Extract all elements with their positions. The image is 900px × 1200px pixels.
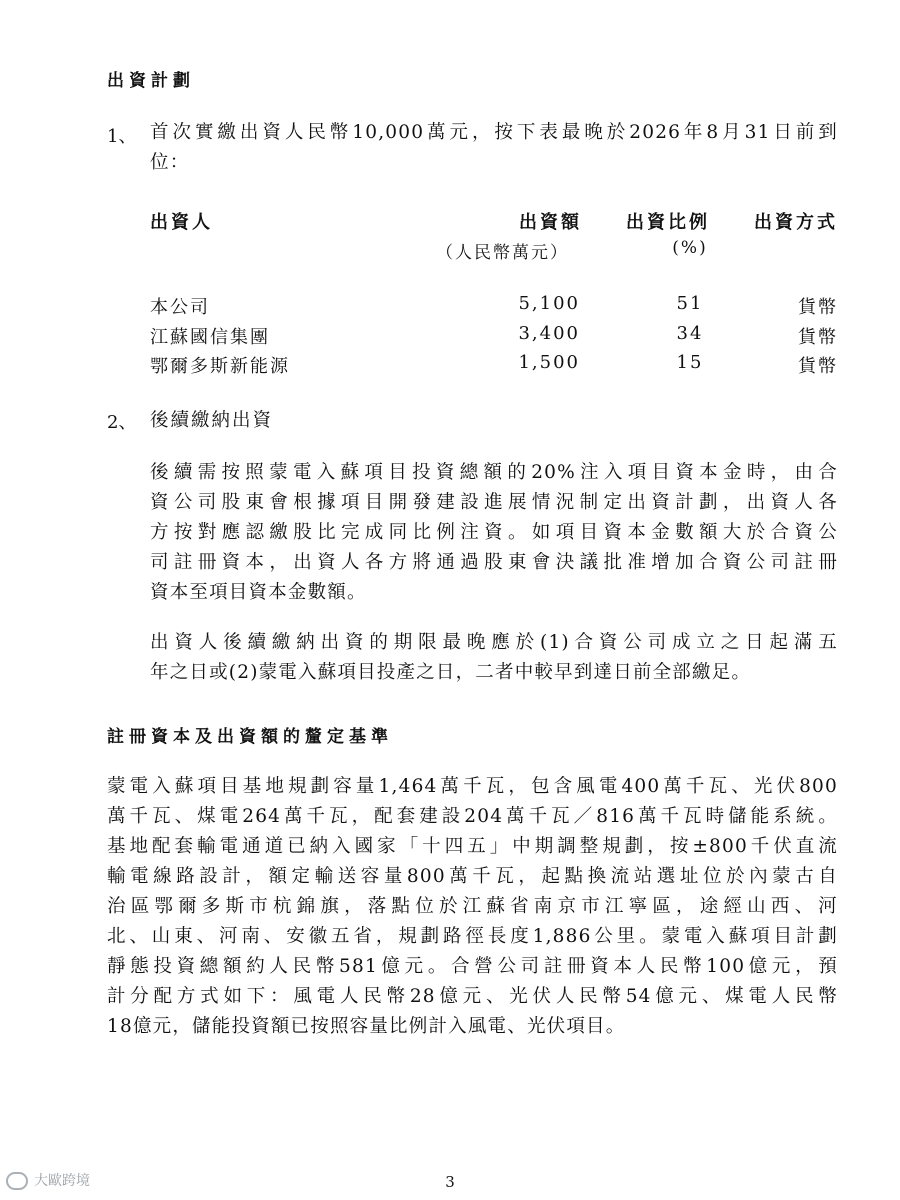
watermark <box>6 1170 90 1190</box>
table-cell-method: 貨幣 <box>798 297 838 318</box>
item-2-title: 後續繳納出資 <box>150 410 274 431</box>
paragraph-line: 資公司股東會根據項目開發建設進展情況制定出資計劃，出資人各 <box>150 492 838 513</box>
table-cell-ratio: 34 <box>676 323 704 344</box>
table-header-ratio-unit: (%) <box>672 238 708 258</box>
table-header-investor: 出資人 <box>150 212 213 233</box>
paragraph-line: 資本至項目資本金數額。 <box>150 582 367 603</box>
item-2-paragraph-1 <box>150 458 838 608</box>
table-cell-amount: 5,100 <box>518 293 580 314</box>
item-1-paragraph <box>150 118 838 178</box>
watermark-text: 大歐跨境 <box>34 1173 90 1189</box>
paragraph-line: 萬千瓦、煤電264萬千瓦，配套建設204萬千瓦／816萬千瓦時儲能系統。 <box>107 806 838 827</box>
table-cell-investor: 本公司 <box>150 297 210 318</box>
paragraph-line: 輸電線路設計，額定輸送容量800萬千瓦，起點換流站選址位於內蒙古自 <box>107 866 838 887</box>
table-cell-ratio: 15 <box>676 352 704 373</box>
table-cell-ratio: 51 <box>676 293 704 314</box>
paragraph-line: 治區鄂爾多斯市杭錦旗，落點位於江蘇省南京市江寧區，途經山西、河 <box>107 896 838 917</box>
table-cell-method: 貨幣 <box>798 327 838 348</box>
item-number-1: 1、 <box>107 126 137 147</box>
table-header-method: 出資方式 <box>754 212 838 233</box>
table-cell-investor: 鄂爾多斯新能源 <box>150 356 290 377</box>
section-heading-capital-plan: 出資計劃 <box>107 71 195 91</box>
paragraph-line: 18億元，儲能投資額已按照容量比例計入風電、光伏項目。 <box>107 1016 626 1037</box>
paragraph-line: 基地配套輸電通道已納入國家「十四五」中期調整規劃，按±800千伏直流 <box>107 836 838 857</box>
item-number-2: 2、 <box>107 412 137 433</box>
section-heading-registered-capital-basis: 註冊資本及出資額的釐定基準 <box>107 727 393 747</box>
table-cell-method: 貨幣 <box>798 356 838 377</box>
table-cell-amount: 3,400 <box>518 323 580 344</box>
item-2-paragraph-2 <box>150 628 838 688</box>
paragraph-line: 年之日或(2)蒙電入蘇項目投產之日，二者中較早到達日前全部繳足。 <box>150 662 752 683</box>
paragraph-line: 後續需按照蒙電入蘇項目投資總額的20%注入項目資本金時，由合 <box>150 462 838 483</box>
watermark-logo-icon <box>6 1172 28 1190</box>
table-cell-amount: 1,500 <box>518 352 580 373</box>
paragraph-line: 蒙電入蘇項目基地規劃容量1,464萬千瓦，包含風電400萬千瓦、光伏800 <box>107 776 838 797</box>
paragraph-line: 司註冊資本，出資人各方將通過股東會決議批准增加合資公司註冊 <box>150 552 838 573</box>
table-header-ratio: 出資比例 <box>626 212 710 233</box>
paragraph-line: 計分配方式如下：風電人民幣28億元、光伏人民幣54億元、煤電人民幣 <box>107 986 838 1007</box>
paragraph-line: 靜態投資總額約人民幣581億元。合營公司註冊資本人民幣100億元，預 <box>107 956 838 977</box>
table-header-amount: 出資額 <box>519 212 582 233</box>
paragraph-line: 北、山東、河南、安徽五省，規劃路徑長度1,886公里。蒙電入蘇項目計劃 <box>107 926 838 947</box>
item-1-line: 位： <box>150 152 190 173</box>
table-header-amount-unit: （人民幣萬元） <box>436 243 569 263</box>
paragraph-line: 出資人後續繳納出資的期限最晚應於(1)合資公司成立之日起滿五 <box>150 632 838 653</box>
paragraph-line: 方按對應認繳股比完成同比例注資。如項目資本金數額大於合資公 <box>150 522 838 543</box>
page-number: 3 <box>445 1173 455 1191</box>
item-1-line: 首次實繳出資人民幣10,000萬元，按下表最晚於2026年8月31日前到 <box>150 122 838 143</box>
table-cell-investor: 江蘇國信集團 <box>150 327 270 348</box>
registered-capital-paragraph <box>107 772 838 1042</box>
